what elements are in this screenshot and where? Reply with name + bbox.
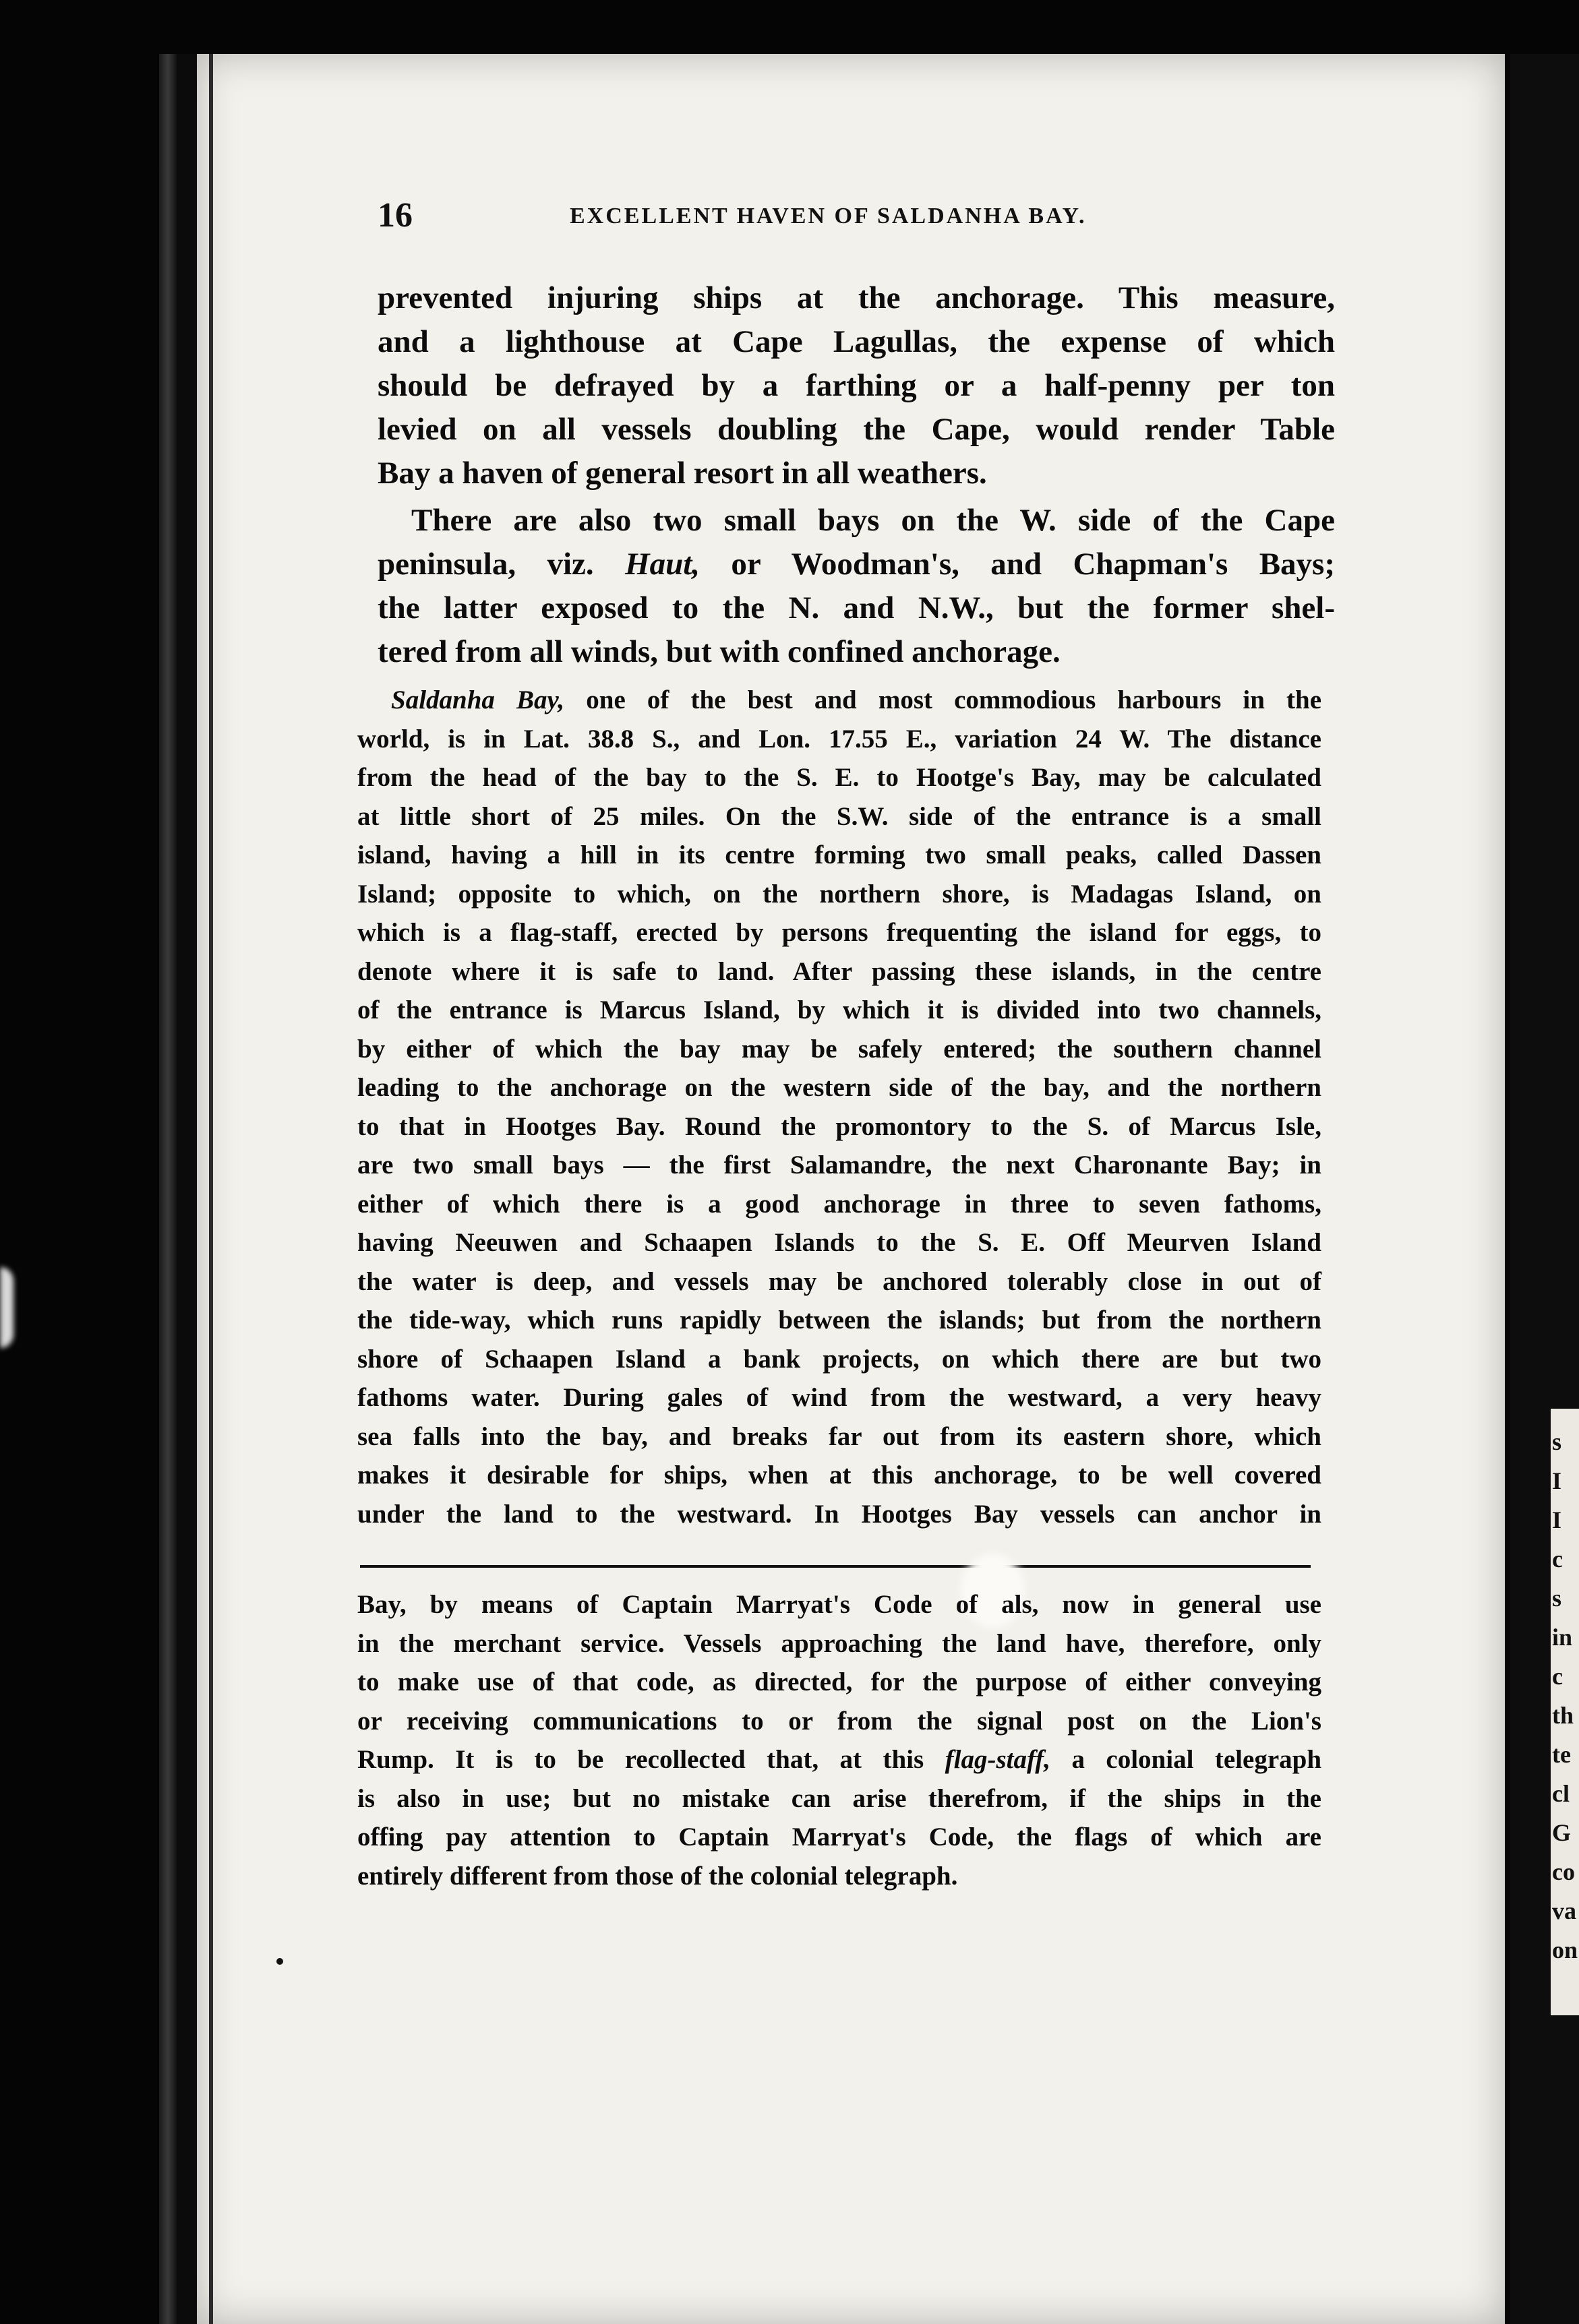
text-line: denote where it is safe to land. After passing these islands, in the centre: [357, 956, 1321, 986]
footnote-line: is also in use; but no mistake can arise therefrom, if the ships in the: [357, 1783, 1321, 1813]
facing-page-fragment: th: [1552, 1702, 1574, 1729]
text-line: Saldanha Bay, one of the best and most commodious harbours in the: [391, 685, 1322, 714]
text-line: from the head of the bay to the S. E. to Hootge's Bay, may be calculated: [357, 763, 1321, 792]
text-line: fathoms water. During gales of wind from the westward, a very heavy: [357, 1383, 1321, 1412]
facing-page-fragment: G: [1552, 1819, 1572, 1846]
footnote-line: in the merchant service. Vessels approaching the land have, therefore, only: [357, 1628, 1321, 1658]
footnote-line: Bay, by means of Captain Marryat's Code of als, now in general use: [357, 1590, 1321, 1619]
text-line: levied on all vessels doubling the Cape, would render Table: [378, 412, 1335, 447]
paragraph-saldanha-bay: [357, 681, 1321, 1533]
text-line: tered from all winds, but with confined anchorage.: [378, 634, 1061, 669]
italic-saldanha-bay: Saldanha Bay,: [391, 685, 565, 714]
facing-page-fragment: c: [1552, 1546, 1563, 1572]
paragraph-small-bays: [378, 499, 1335, 674]
ink-dot: [276, 1958, 283, 1965]
binding-shadow: [177, 54, 197, 2324]
text-line: having Neeuwen and Schaapen Islands to the S. E. Off Meurven Island: [357, 1228, 1321, 1257]
facing-page-fragment: c: [1552, 1663, 1563, 1690]
italic-flag-staff: flag-staff,: [945, 1745, 1050, 1774]
facing-page-fragment: cl: [1552, 1780, 1570, 1807]
text-line: either of which there is a good anchorage in three to seven fathoms,: [357, 1189, 1321, 1219]
text-line: under the land to the westward. In Hootges Bay vessels can anchor in: [357, 1499, 1321, 1529]
facing-page-fragment: I: [1552, 1467, 1562, 1494]
footnote-rule: [360, 1565, 1311, 1568]
binding-edge: [159, 54, 177, 2324]
text-line: the water is deep, and vessels may be anchored tolerably close in out of: [357, 1266, 1321, 1296]
text-line: peninsula, viz. Haut, or Woodman's, and Chapman's Bays;: [378, 547, 1335, 582]
footnote-line: or receiving communications to or from the signal post on the Lion's: [357, 1706, 1321, 1736]
facing-page-text-fragments: [1552, 1422, 1579, 1969]
text-line: leading to the anchorage on the western side of the bay, and the northern: [357, 1073, 1321, 1102]
page-number: 16: [378, 196, 413, 235]
text-line: should be defrayed by a farthing or a half-penny per ton: [378, 368, 1335, 403]
text-line: by either of which the bay may be safely entered; the southern channel: [357, 1034, 1321, 1064]
text-line: world, is in Lat. 38.8 S., and Lon. 17.55 E., variation 24 W. The distance: [357, 724, 1321, 754]
footnote-line: entirely different from those of the colonial telegraph.: [357, 1861, 958, 1891]
text-line: Bay a haven of general resort in all weathers.: [378, 456, 987, 491]
text-line: sea falls into the bay, and breaks far out from its eastern shore, which: [357, 1421, 1321, 1451]
text-line: the latter exposed to the N. and N.W., but the former shel-: [378, 590, 1335, 625]
text-line: shore of Schaapen Island a bank projects, on which there are but two: [357, 1344, 1321, 1374]
pencil-annotation: [1241, 128, 1402, 169]
text-line: prevented injuring ships at the anchorage. This measure,: [378, 280, 1335, 315]
page-inner-edge: [209, 54, 213, 2324]
facing-page-fragment: te: [1552, 1741, 1571, 1768]
text-line: There are also two small bays on the W. side of the Cape: [411, 503, 1335, 538]
facing-page-fragment: s: [1552, 1585, 1562, 1612]
text-line: and a lighthouse at Cape Lagullas, the expense of which: [378, 324, 1335, 359]
footnote-line: to make use of that code, as directed, for the purpose of either conveying: [357, 1668, 1321, 1696]
paragraph-table-bay: [378, 276, 1335, 495]
facing-page-fragment: co: [1552, 1858, 1575, 1885]
scan-glare: [0, 1267, 13, 1348]
text-line: makes it desirable for ships, when at this anchorage, to be well covered: [357, 1461, 1321, 1490]
facing-page-fragment: in: [1552, 1624, 1573, 1651]
facing-page-fragment: I: [1552, 1506, 1562, 1533]
footnote: [357, 1585, 1321, 1895]
running-head: EXCELLENT HAVEN OF SALDANHA BAY.: [570, 204, 1087, 228]
italic-haut: Haut,: [625, 547, 701, 582]
text-line: the tide-way, which runs rapidly between the islands; but from the northern: [357, 1306, 1321, 1335]
footnote-line: offing pay attention to Captain Marryat's Code, the flags of which are: [357, 1823, 1321, 1852]
text-line: at little short of 25 miles. On the S.W. side of the entrance is a small: [357, 801, 1321, 831]
text-line: are two small bays — the first Salamandre, the next Charonante Bay; in: [357, 1151, 1321, 1180]
text-line: of the entrance is Marcus Island, by which it is divided into two channels,: [357, 996, 1321, 1025]
facing-page-fragment: on: [1552, 1936, 1578, 1963]
text-line: Island; opposite to which, on the northern shore, is Madagas Island, on: [357, 879, 1321, 909]
text-line: island, having a hill in its centre forming two small peaks, called Dassen: [357, 840, 1321, 869]
footnote-line: Rump. It is to be recollected that, at this flag-staff, a colonial telegraph: [357, 1745, 1322, 1774]
text-line: which is a flag-staff, erected by persons frequenting the island for eggs, to: [357, 918, 1321, 947]
page-header: [378, 195, 1160, 243]
text-line: to that in Hootges Bay. Round the promontory to the S. of Marcus Isle,: [357, 1111, 1321, 1141]
facing-page-fragment: va: [1552, 1897, 1576, 1924]
facing-page-fragment: s: [1552, 1428, 1562, 1455]
